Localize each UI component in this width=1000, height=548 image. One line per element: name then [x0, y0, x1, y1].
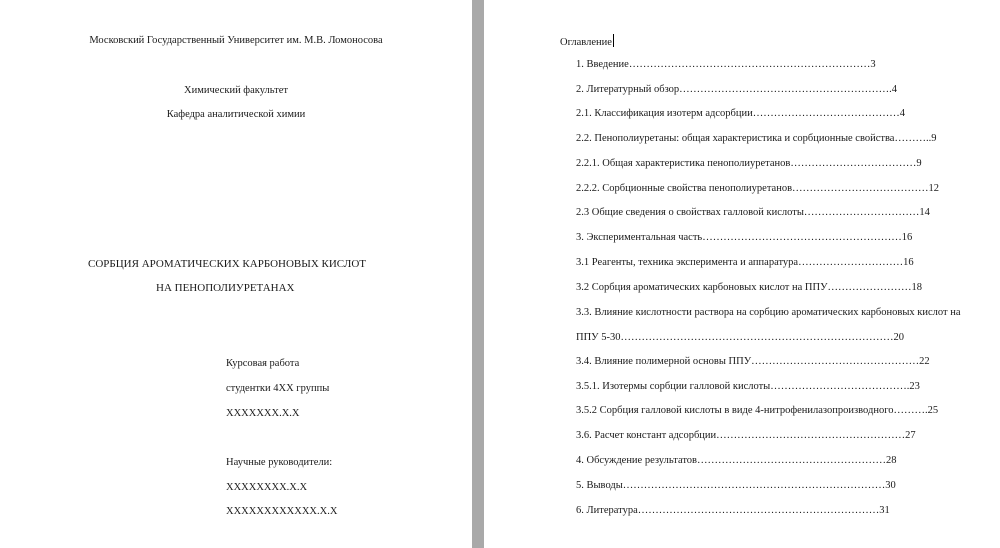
- department-name: Кафедра аналитической химии: [166, 109, 306, 120]
- toc-entry: 2.1. Классификация изотерм адсорбции……………………………………4: [576, 108, 905, 119]
- toc-entry: 3.2 Сорбция ароматических карбоновых кислот на ППУ……………………18: [576, 282, 923, 293]
- supervisor-2: ХХХХХХХХХХХХ.Х.Х: [226, 506, 338, 517]
- university-name: Московский Государственный Университет им. М.В. Ломоносова: [89, 35, 383, 46]
- toc-entry: 3.1 Реагенты, техника эксперимента и аппаратура…………………………16: [576, 257, 914, 268]
- work-title-line2: НА ПЕНОПОЛИУРЕТАНАХ: [156, 282, 295, 294]
- toc-entry: 3. Экспериментальная часть…………………………………………………16: [576, 232, 913, 243]
- toc-entry: 6. Литература……………………………………………………………31: [576, 505, 890, 516]
- toc-entry: ППУ 5-30……………………………………………………………………20: [576, 332, 904, 343]
- toc-heading[interactable]: [560, 34, 614, 49]
- toc-entry: 4. Обсуждение результатов………………………………………………28: [576, 455, 897, 466]
- work-type: Курсовая работа: [226, 358, 300, 369]
- toc-heading-text: Оглавление: [560, 37, 612, 48]
- toc-entry: 2. Литературный обзор…………………………………………………….4: [576, 84, 898, 95]
- toc-entry: 3.5.2 Сорбция галловой кислоты в виде 4-нитрофенилазопроизводного……….25: [576, 405, 939, 416]
- student-name: ХХХХХХХ.Х.Х: [226, 408, 300, 419]
- toc-entry: 3.3. Влияние кислотности раствора на сорбцию ароматических карбоновых кислот на: [576, 307, 961, 318]
- toc-page[interactable]: [484, 0, 1000, 548]
- toc-entry: 2.3 Общие сведения о свойствах галловой кислоты……………………………14: [576, 207, 930, 218]
- toc-entry: 1. Введение……………………………………………………………3: [576, 59, 876, 70]
- title-page: [0, 0, 472, 548]
- toc-entry: 5. Выводы…………………………………………………………………30: [576, 480, 896, 491]
- work-title-line1: СОРБЦИЯ АРОМАТИЧЕСКИХ КАРБОНОВЫХ КИСЛОТ: [88, 258, 366, 270]
- text-cursor: [613, 34, 614, 47]
- toc-entry: 2.2.2. Сорбционные свойства пенополиуретанов…………………………………12: [576, 183, 940, 194]
- supervisors-label: Научные руководители:: [226, 457, 333, 468]
- toc-entry: 3.6. Расчет констант адсорбции………………………………………………27: [576, 430, 916, 441]
- supervisor-1: ХХХХХХХХ.Х.Х: [226, 482, 308, 493]
- toc-entry: 3.4. Влияние полимерной основы ППУ…………………………………………22: [576, 356, 930, 367]
- toc-entry: 2.2. Пенополиуретаны: общая характеристика и сорбционные свойства………..9: [576, 133, 937, 144]
- toc-entry: 2.2.1. Общая характеристика пенополиуретанов………………………………9: [576, 158, 922, 169]
- faculty-name: Химический факультет: [184, 85, 288, 96]
- student-group: студентки 4ХХ группы: [226, 383, 330, 394]
- toc-entry: 3.5.1. Изотермы сорбции галловой кислоты………………………………….23: [576, 381, 920, 392]
